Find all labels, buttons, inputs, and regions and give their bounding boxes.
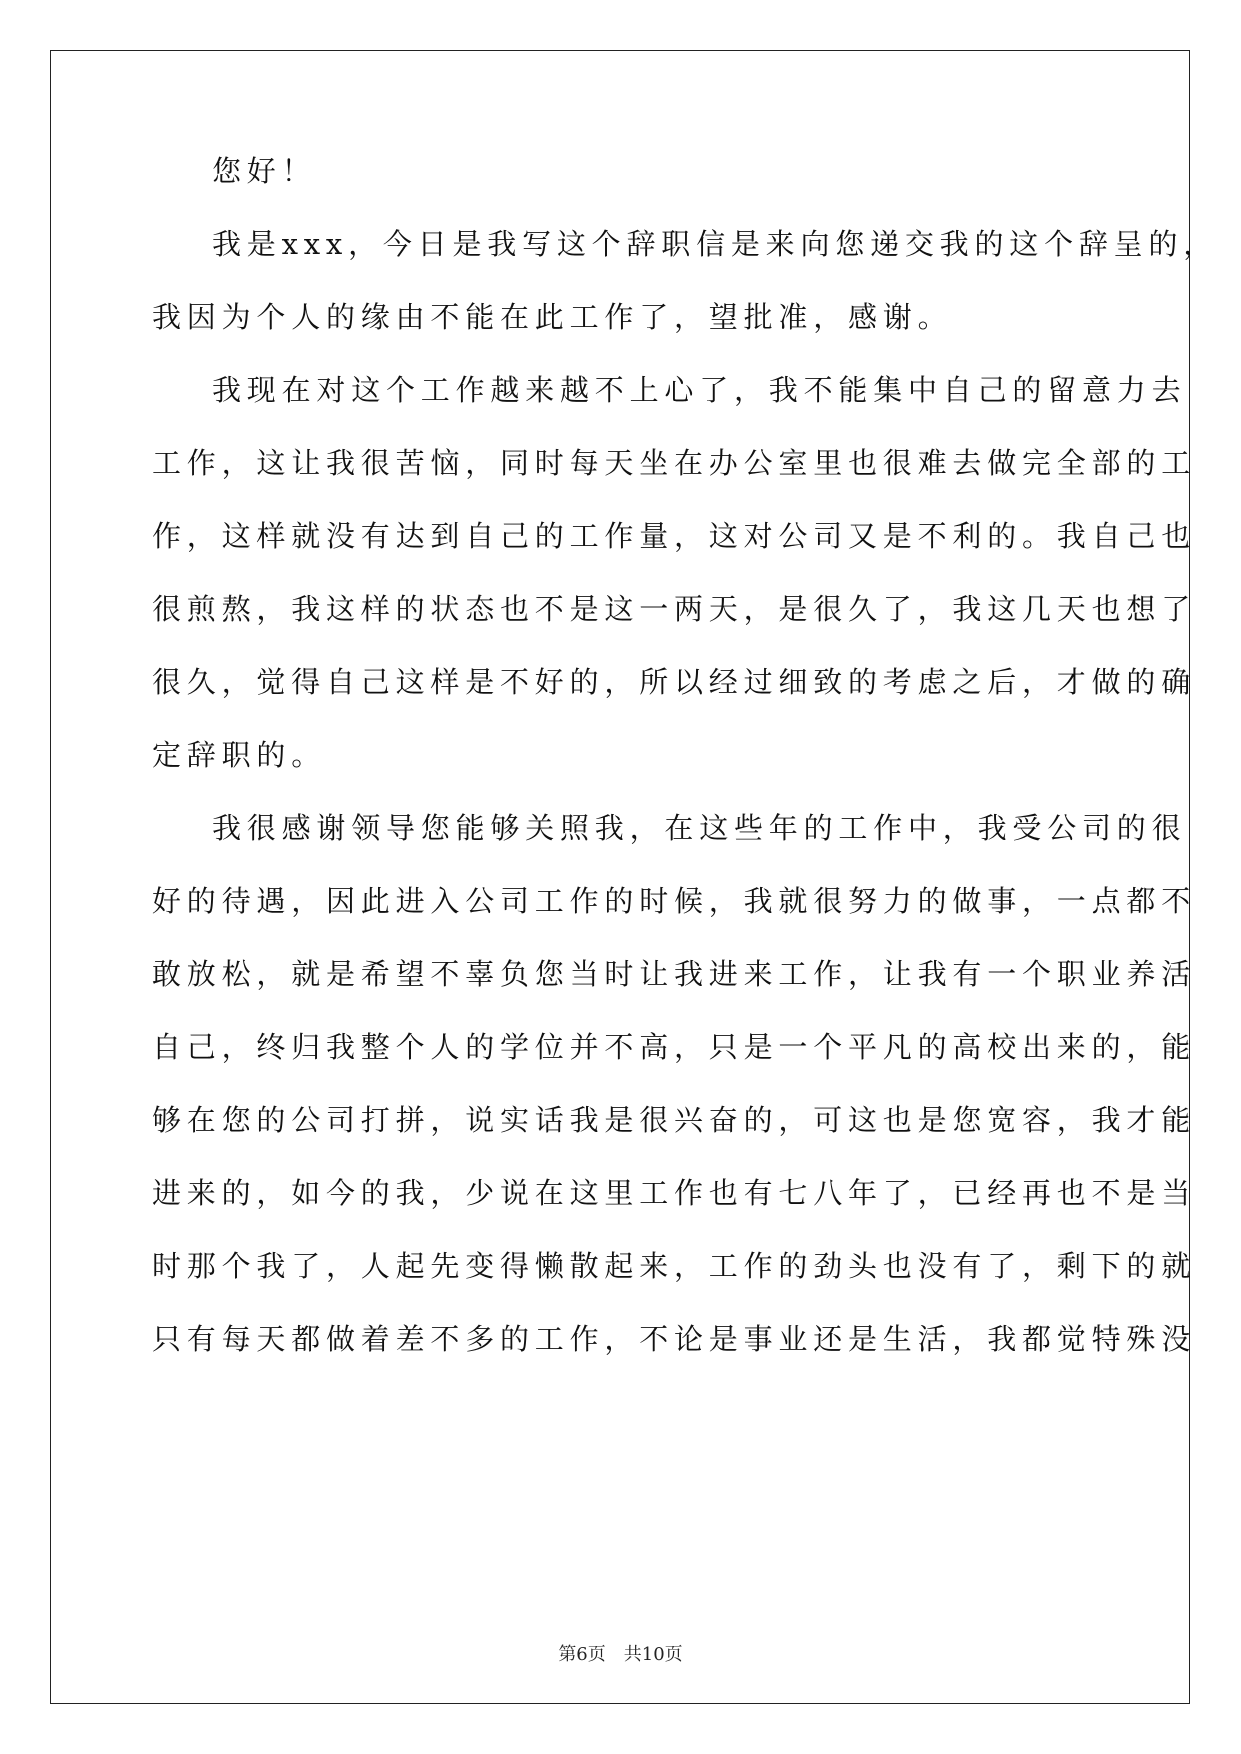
text-line: 工作，这让我很苦恼，同时每天坐在办公室里也很难去做完全部的工 bbox=[152, 446, 1197, 480]
text-line: 自己，终归我整个人的学位并不高，只是一个平凡的高校出来的，能 bbox=[152, 1030, 1197, 1064]
text-line: 很煎熬，我这样的状态也不是这一两天，是很久了，我这几天也想了 bbox=[152, 592, 1197, 626]
text-line: 好的待遇，因此进入公司工作的时候，我就很努力的做事，一点都不 bbox=[152, 884, 1197, 918]
text-line: 作，这样就没有达到自己的工作量，这对公司又是不利的。我自己也 bbox=[152, 519, 1197, 553]
text-line: 我现在对这个工作越来越不上心了，我不能集中自己的留意力去 bbox=[212, 373, 1187, 407]
text-line: 够在您的公司打拼，说实话我是很兴奋的，可这也是您宽容，我才能 bbox=[152, 1103, 1197, 1137]
text-line: 我因为个人的缘由不能在此工作了，望批准，感谢。 bbox=[152, 300, 953, 334]
text-line: 只有每天都做着差不多的工作，不论是事业还是生活，我都觉特殊没 bbox=[152, 1322, 1197, 1356]
text-line: 敢放松，就是希望不辜负您当时让我进来工作，让我有一个职业养活 bbox=[152, 957, 1197, 991]
text-line: 定辞职的。 bbox=[152, 738, 327, 772]
text-line: 我很感谢领导您能够关照我，在这些年的工作中，我受公司的很 bbox=[212, 811, 1187, 845]
text-line: 您好！ bbox=[212, 154, 317, 188]
text-line: 时那个我了，人起先变得懒散起来，工作的劲头也没有了，剩下的就 bbox=[152, 1249, 1197, 1283]
text-line: 进来的，如今的我，少说在这里工作也有七八年了，已经再也不是当 bbox=[152, 1176, 1197, 1210]
page-number-footer: 第6页 共10页 bbox=[558, 1644, 683, 1665]
text-line: 很久，觉得自己这样是不好的，所以经过细致的考虑之后，才做的确 bbox=[152, 665, 1197, 699]
text-line: 我是xxx，今日是我写这个辞职信是来向您递交我的这个辞呈的， bbox=[212, 227, 1219, 261]
